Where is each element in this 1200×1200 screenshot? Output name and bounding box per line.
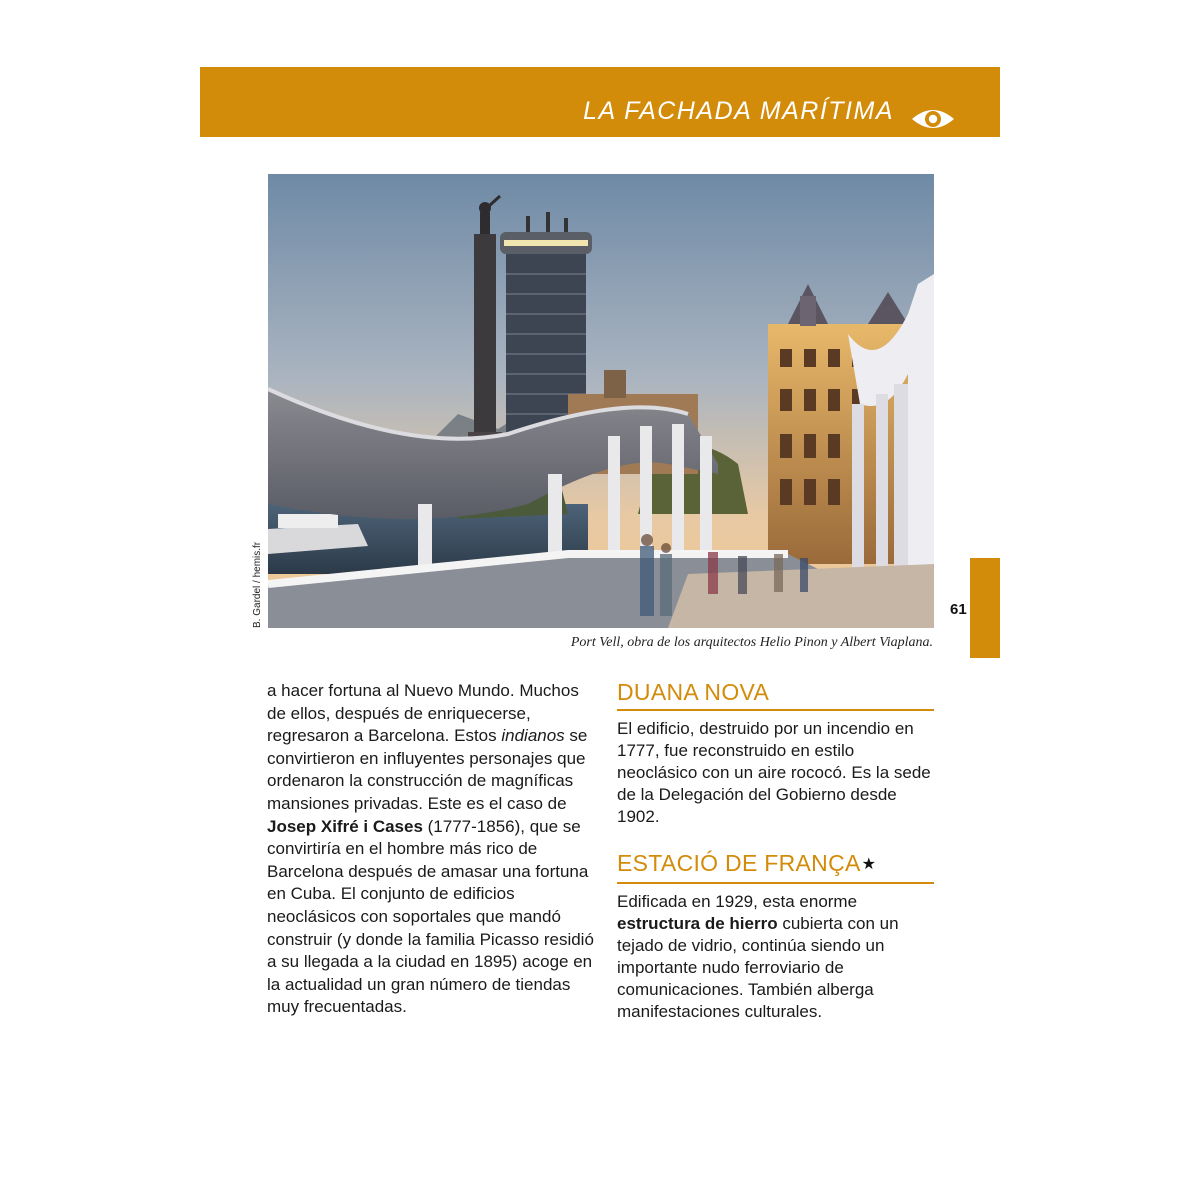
entry-estacio-de-franca (617, 849, 934, 1023)
star-icon: ★ (861, 856, 877, 873)
section-title: LA FACHADA MARÍTIMA (583, 97, 894, 125)
bold-name: Josep Xifré i Cases (267, 816, 423, 836)
section-header-band (200, 67, 1000, 137)
photo-credit: B. Gardel / hemis.fr (252, 541, 263, 628)
page-tab (970, 558, 1000, 658)
italic-term: indianos (501, 726, 565, 746)
entry-duana-nova (617, 678, 934, 828)
entry-text: El edificio, destruido por un incendio en 1777, fue reconstruido en estilo neoclásico con un aire rococó. Es la sede de la Delegación del Gobierno desde 1902. (617, 719, 931, 826)
port-vell-photo (268, 174, 934, 628)
bold-term: estructura de hierro (617, 914, 778, 933)
entry-title: DUANA NOVA (617, 678, 934, 711)
page-number: 61 (950, 601, 967, 618)
entry-title: ESTACIÓ DE FRANÇA (617, 850, 861, 876)
body-paragraph: a hacer fortuna al Nuevo Mundo. Muchos de ellos, después de enriquecerse, regresaron a Barcelona. Estos indianos se convirtieron en influyentes personajes que ordenaron la construcción de magníficas mansiones privadas. Este es el caso de Josep Xifré i Cases (1777-1856), que se convirtiría en el hombre más rico de Barcelona después de amasar una fortuna en Cuba. El conjunto de edificios neoclásicos con soportales que mandó construir (y donde la familia Picasso residió a su llegada a la ciudad en 1895) acoge en la actualidad un gran número de tiendas muy frecuentadas. (267, 681, 594, 1017)
eye-icon (910, 105, 956, 133)
photo-caption: Port Vell, obra de los arquitectos Helio Pinon y Albert Viaplana. (570, 635, 933, 650)
body-text-column (267, 680, 597, 1019)
entry-text: Edificada en 1929, esta enorme estructura de hierro cubierta con un tejado de vidrio, continúa siendo un importante nudo ferroviario de comunicaciones. También alberga manifestaciones culturales. (617, 892, 899, 1021)
entry-title-row (617, 849, 934, 884)
